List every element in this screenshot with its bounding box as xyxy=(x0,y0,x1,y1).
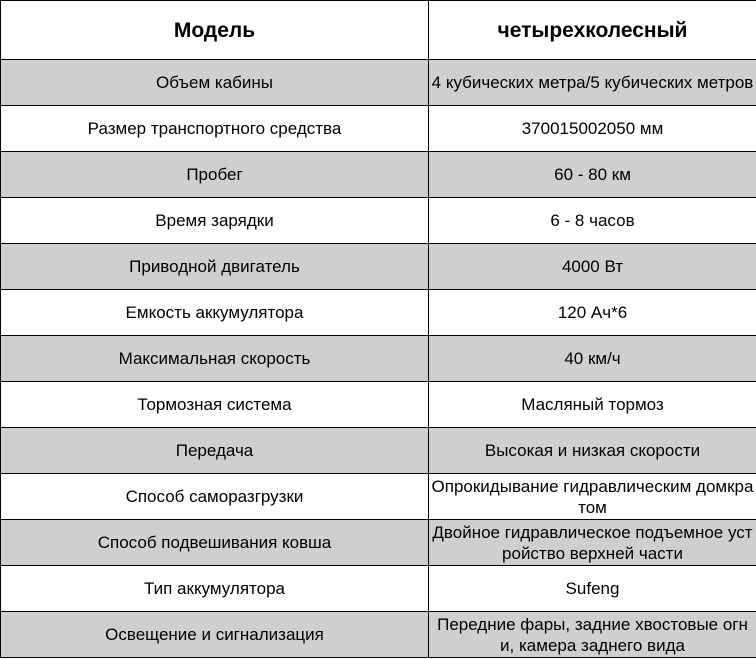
value-cell: Высокая и низкая скорости xyxy=(429,428,756,474)
value-cell: 120 Ач*6 xyxy=(429,290,756,336)
param-cell: Способ подвешивания ковша xyxy=(1,520,429,566)
param-cell: Время зарядки xyxy=(1,198,429,244)
table-row xyxy=(1,474,756,520)
table-row xyxy=(1,198,756,244)
table-row xyxy=(1,290,756,336)
header-value-cell: четырехколесный xyxy=(429,1,756,60)
param-cell: Размер транспортного средства xyxy=(1,106,429,152)
table-row xyxy=(1,612,756,658)
header-row xyxy=(1,1,756,60)
param-cell: Емкость аккумулятора xyxy=(1,290,429,336)
param-cell: Пробег xyxy=(1,152,429,198)
value-cell: Передние фары, задние хвостовые огни, камера заднего вида xyxy=(429,612,756,658)
value-cell: 4 кубических метра/5 кубических метров xyxy=(429,60,756,106)
param-cell: Передача xyxy=(1,428,429,474)
value-cell: Двойное гидравлическое подъемное устройство верхней части xyxy=(429,520,756,566)
table-row xyxy=(1,152,756,198)
value-cell: Sufeng xyxy=(429,566,756,612)
table-row xyxy=(1,60,756,106)
param-cell: Тип аккумулятора xyxy=(1,566,429,612)
table-row xyxy=(1,382,756,428)
value-cell: Опрокидывание гидравлическим домкратом xyxy=(429,474,756,520)
param-cell: Освещение и сигнализация xyxy=(1,612,429,658)
value-cell: 4000 Вт xyxy=(429,244,756,290)
value-cell: 370015002050 мм xyxy=(429,106,756,152)
table-row xyxy=(1,244,756,290)
value-cell: 40 км/ч xyxy=(429,336,756,382)
value-cell: Масляный тормоз xyxy=(429,382,756,428)
table-row xyxy=(1,566,756,612)
table-body xyxy=(1,60,756,658)
table-header xyxy=(1,1,756,60)
table-row xyxy=(1,106,756,152)
param-cell: Способ саморазгрузки xyxy=(1,474,429,520)
table-row xyxy=(1,336,756,382)
value-cell: 6 - 8 часов xyxy=(429,198,756,244)
table-row xyxy=(1,428,756,474)
value-cell: 60 - 80 км xyxy=(429,152,756,198)
param-cell: Максимальная скорость xyxy=(1,336,429,382)
table-row xyxy=(1,520,756,566)
header-param-cell: Модель xyxy=(1,1,429,60)
param-cell: Приводной двигатель xyxy=(1,244,429,290)
param-cell: Объем кабины xyxy=(1,60,429,106)
param-cell: Тормозная система xyxy=(1,382,429,428)
